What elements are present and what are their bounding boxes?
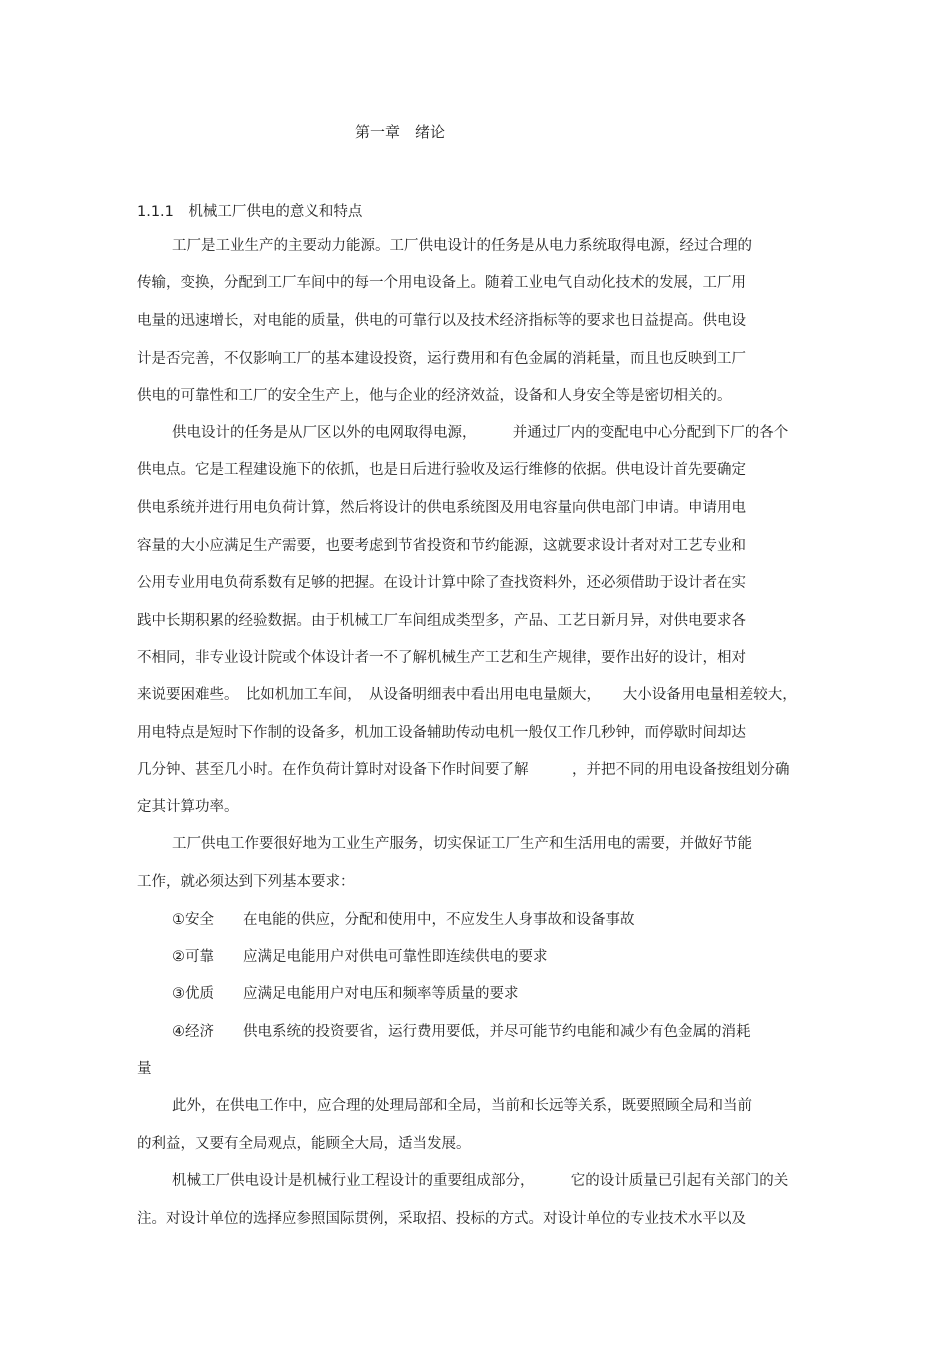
text-line: 供电系统并进行用电负荷计算，然后将设计的供电系统图及用电容量向供电部门申请。申请用电	[137, 500, 746, 516]
text-line: 工厂供电工作要很好地为工业生产服务，切实保证工厂生产和生活用电的需要，并做好节能	[172, 836, 752, 852]
text-line: 来说要困难些。 比如机加工车间， 从设备明细表中看出用电电量颇大， 大小设备用电量相差较大，	[137, 687, 797, 703]
chapter-title: 第一章 绪论	[355, 123, 446, 141]
text-line: 工厂是工业生产的主要动力能源。工厂供电设计的任务是从电力系统取得电源，经过合理的	[172, 238, 752, 254]
text-line: 不相同，非专业设计院或个体设计者一不了解机械生产工艺和生产规律，要作出好的设计，相对	[137, 650, 746, 666]
text-line: 的利益，又要有全局观点，能顾全大局，适当发展。	[137, 1136, 471, 1152]
list-item: ②可靠 应满足电能用户对供电可靠性即连续供电的要求	[172, 949, 548, 965]
text-line: 定其计算功率。	[137, 799, 239, 815]
list-item: ③优质 应满足电能用户对电压和频率等质量的要求	[172, 986, 519, 1002]
text-line: 工作，就必须达到下列基本要求：	[137, 874, 355, 890]
text-line: 供电点。它是工程建设施下的依抓，也是日后进行验收及运行维修的依据。供电设计首先要确定	[137, 462, 746, 478]
text-line: 容量的大小应满足生产需要，也要考虑到节省投资和节约能源，这就要求设计者对对工艺专业和	[137, 538, 746, 554]
text-line: 量	[137, 1061, 152, 1077]
text-line: 注。对设计单位的选择应参照国际贯例，采取招、投标的方式。对设计单位的专业技术水平以及	[137, 1211, 746, 1227]
text-line: 供电设计的任务是从厂区以外的电网取得电源， 并通过厂内的变配电中心分配到下厂的各个	[172, 425, 789, 441]
text-line: 计是否完善，不仅影响工厂的基本建设投资，运行费用和有色金属的消耗量，而且也反映到工厂	[137, 351, 746, 367]
text-line: 机械工厂供电设计是机械行业工程设计的重要组成部分， 它的设计质量已引起有关部门的关	[172, 1173, 789, 1189]
text-line: 传输，变换，分配到工厂车间中的每一个用电设备上。随着工业电气自动化技术的发展，工厂用	[137, 275, 746, 291]
text-line: 用电特点是短时下作制的设备多，机加工设备辅助传动电机一般仅工作几秒钟，而停歇时间却达	[137, 725, 746, 741]
section-heading: 1.1.1 机械工厂供电的意义和特点	[137, 204, 363, 220]
text-line: 几分钟、甚至几小时。在作负荷计算时对设备下作时间要了解 ，并把不同的用电设备按组划分确	[137, 762, 790, 778]
text-line: 供电的可靠性和工厂的安全生产上，他与企业的经济效益，设备和人身安全等是密切相关的。	[137, 388, 732, 404]
list-item: ①安全 在电能的供应，分配和使用中，不应发生人身事故和设备事故	[172, 912, 635, 928]
text-line: 此外，在供电工作中，应合理的处理局部和全局，当前和长远等关系，既要照顾全局和当前	[172, 1098, 752, 1114]
text-line: 践中长期积累的经验数据。由于机械工厂车间组成类型多，产品、工艺日新月异，对供电要求各	[137, 613, 746, 629]
text-line: 公用专业用电负荷系数有足够的把握。在设计计算中除了查找资料外，还必须借助于设计者在实	[137, 575, 746, 591]
text-line: 电量的迅速增长，对电能的质量，供电的可靠行以及技术经济指标等的要求也日益提高。供电设	[137, 313, 746, 329]
list-item: ④经济 供电系统的投资要省，运行费用要低，并尽可能节约电能和减少有色金属的消耗	[172, 1024, 751, 1040]
